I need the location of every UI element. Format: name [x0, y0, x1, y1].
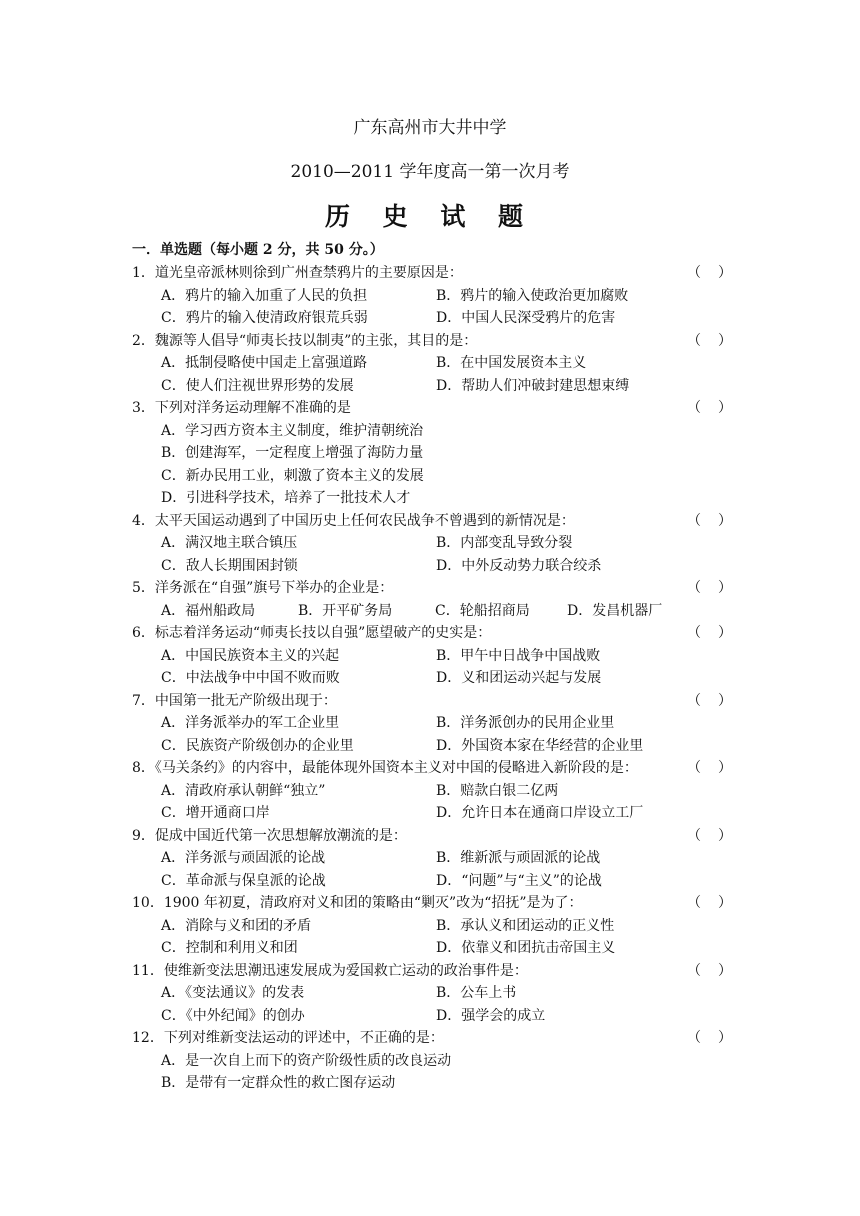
page-title: 历 史 试 题	[324, 202, 536, 231]
paren-close: ）	[718, 625, 732, 641]
option-d: D．发昌机器厂	[567, 602, 663, 619]
option-a: A．学习西方资本主义制度，维护清朝统治	[161, 422, 424, 439]
paren-open: （	[687, 895, 701, 911]
option-b: B．鸦片的输入使政治更加腐败	[436, 287, 629, 304]
question-5	[132, 577, 732, 622]
paren-open: （	[687, 692, 701, 709]
option-c: C．控制和利用义和团	[161, 940, 298, 956]
answer-blank[interactable]	[687, 262, 732, 285]
paren-open: （	[687, 580, 701, 596]
answer-blank[interactable]	[687, 960, 732, 983]
question-stem	[132, 622, 732, 645]
option-group	[132, 712, 732, 757]
question-1	[132, 262, 732, 330]
option-a: A．清政府承认朝鲜“独立”	[161, 782, 326, 799]
option-c: C．民族资产阶级创办的企业里	[161, 737, 354, 754]
option-b: B．创建海军，一定程度上增强了海防力量	[161, 445, 424, 461]
option-group	[132, 645, 732, 690]
question-stem	[132, 757, 732, 780]
option-a: A．中国民族资本主义的兴起	[161, 647, 340, 664]
question-text: 1．道光皇帝派林则徐到广州查禁鸦片的主要原因是：	[132, 265, 463, 281]
exam-name: 2010—2011 学年度高一第一次月考	[290, 162, 570, 182]
option-b: B．内部变乱导致分裂	[436, 535, 573, 551]
paren-open: （	[687, 760, 701, 776]
paren-close: ）	[718, 895, 732, 911]
paren-open: （	[687, 827, 701, 844]
option-group	[132, 600, 732, 623]
option-a: A．鸦片的输入加重了人民的负担	[161, 287, 368, 304]
option-d: D．强学会的成立	[436, 1007, 546, 1024]
question-text: 8．《马关条约》的内容中，最能体现外国资本主义对中国的侵略进入新阶段的是：	[132, 760, 638, 776]
question-stem	[132, 397, 732, 420]
question-7	[132, 690, 732, 758]
answer-blank[interactable]	[687, 577, 732, 600]
question-11	[132, 960, 732, 1028]
answer-blank[interactable]	[687, 690, 732, 713]
question-stem	[132, 1027, 732, 1050]
question-stem	[132, 262, 732, 285]
question-text: 10．1900 年初夏，清政府对义和团的策略由“剿灭”改为“招抚”是为了：	[132, 895, 583, 911]
option-group	[132, 420, 732, 510]
paren-close: ）	[718, 827, 732, 844]
paren-close: ）	[718, 400, 732, 416]
option-a: A．《变法通议》的发表	[161, 985, 305, 1001]
option-a: A．满汉地主联合镇压	[161, 535, 298, 551]
question-text: 3．下列对洋务运动理解不准确的是	[132, 400, 351, 416]
question-text: 6．标志着洋务运动“师夷长技以自强”愿望破产的史实是：	[132, 625, 492, 641]
question-10	[132, 892, 732, 960]
option-d: D．允许日本在通商口岸设立工厂	[436, 805, 644, 821]
paren-open: （	[687, 962, 701, 979]
option-a: A．消除与义和团的矛盾	[161, 917, 312, 934]
school-name: 广东高州市大井中学	[353, 118, 507, 138]
paren-close: ）	[718, 962, 732, 979]
paren-open: （	[687, 512, 701, 529]
option-group	[132, 352, 732, 397]
question-stem	[132, 960, 732, 983]
option-b: B．公车上书	[436, 985, 517, 1001]
question-3	[132, 397, 732, 510]
question-2	[132, 330, 732, 398]
paren-open: （	[687, 332, 701, 349]
answer-blank[interactable]	[687, 1027, 732, 1050]
paren-close: ）	[718, 332, 732, 349]
option-c: C．使人们注视世界形势的发展	[161, 377, 354, 394]
paren-close: ）	[718, 692, 732, 709]
answer-blank[interactable]	[687, 892, 732, 915]
question-text: 9．促成中国近代第一次思想解放潮流的是：	[132, 827, 407, 844]
question-6	[132, 622, 732, 690]
option-d: D．外国资本家在华经营的企业里	[436, 737, 644, 754]
option-c: C．《中外纪闻》的创办	[161, 1007, 305, 1024]
option-a: A．洋务派与顽固派的论战	[161, 850, 326, 866]
answer-blank[interactable]	[687, 397, 732, 420]
question-stem	[132, 510, 732, 533]
option-c: C．轮船招商局	[435, 602, 530, 619]
option-group	[132, 915, 732, 960]
question-8	[132, 757, 732, 825]
option-b: B．在中国发展资本主义	[436, 355, 587, 371]
answer-blank[interactable]	[687, 825, 732, 848]
paren-close: ）	[718, 760, 732, 776]
answer-blank[interactable]	[687, 622, 732, 645]
option-group	[132, 780, 732, 825]
answer-blank[interactable]	[687, 330, 732, 353]
option-d: D．引进科学技术，培养了一批技术人才	[161, 490, 411, 506]
option-c: C．敌人长期围困封锁	[161, 557, 298, 574]
option-a: A．洋务派举办的军工企业里	[161, 715, 340, 731]
option-d: D．中外反动势力联合绞杀	[436, 557, 602, 574]
question-text: 5．洋务派在“自强”旗号下举办的企业是：	[132, 580, 394, 596]
question-stem	[132, 330, 732, 353]
paren-close: ）	[718, 512, 732, 529]
question-9	[132, 825, 732, 893]
option-d: D．义和团运动兴起与发展	[436, 670, 602, 686]
option-a: A．福州船政局	[161, 602, 256, 619]
option-a: A．是一次自上而下的资产阶级性质的改良运动	[161, 1052, 452, 1069]
option-b: B．是带有一定群众性的救亡图存运动	[161, 1075, 396, 1091]
option-group	[132, 532, 732, 577]
option-b: B．开平矿务局	[298, 602, 393, 619]
section-title: 一．单选题（每小题 2 分，共 50 分。）	[132, 242, 384, 258]
option-c: C．中法战争中中国不败而败	[161, 670, 340, 686]
question-12	[132, 1027, 732, 1095]
question-stem	[132, 577, 732, 600]
question-text: 7．中国第一批无产阶级出现于：	[132, 692, 337, 709]
question-text: 12．下列对维新变法运动的评述中，不正确的是：	[132, 1030, 444, 1046]
paren-open: （	[687, 400, 701, 416]
option-c: C．鸦片的输入使清政府银荒兵弱	[161, 310, 368, 326]
question-text: 4．太平天国运动遇到了中国历史上任何农民战争不曾遇到的新情况是：	[132, 512, 575, 529]
option-group	[132, 285, 732, 330]
question-stem	[132, 825, 732, 848]
option-a: A．抵制侵略使中国走上富强道路	[161, 355, 368, 371]
option-c: C．新办民用工业，刺激了资本主义的发展	[161, 467, 424, 484]
paren-open: （	[687, 265, 701, 281]
option-d: D．中国人民深受鸦片的危害	[436, 310, 616, 326]
question-text: 2．魏源等人倡导“师夷长技以制夷”的主张，其目的是：	[132, 332, 478, 349]
option-b: B．承认义和团运动的正义性	[436, 917, 615, 934]
question-text: 11．使维新变法思潮迅速发展成为爱国救亡运动的政治事件是：	[132, 962, 528, 979]
option-group	[132, 847, 732, 892]
option-c: C．革命派与保皇派的论战	[161, 872, 326, 889]
option-group	[132, 982, 732, 1027]
option-b: B．赔款白银二亿两	[436, 782, 559, 799]
option-b: B．甲午中日战争中国战败	[436, 647, 601, 664]
question-stem	[132, 892, 732, 915]
paren-open: （	[687, 625, 701, 641]
paren-close: ）	[718, 580, 732, 596]
paren-close: ）	[718, 265, 732, 281]
paren-open: （	[687, 1030, 701, 1046]
option-d: D．“问题”与“主义”的论战	[436, 872, 602, 889]
option-d: D．依靠义和团抗击帝国主义	[436, 940, 616, 956]
question-list	[132, 262, 732, 1095]
answer-blank[interactable]	[687, 757, 732, 780]
answer-blank[interactable]	[687, 510, 732, 533]
option-b: B．维新派与顽固派的论战	[436, 850, 601, 866]
paren-close: ）	[718, 1030, 732, 1046]
question-4	[132, 510, 732, 578]
option-b: B．洋务派创办的民用企业里	[436, 715, 615, 731]
option-group	[132, 1050, 732, 1095]
question-stem	[132, 690, 732, 713]
option-d: D．帮助人们冲破封建思想束缚	[436, 377, 630, 394]
option-c: C．增开通商口岸	[161, 805, 270, 821]
